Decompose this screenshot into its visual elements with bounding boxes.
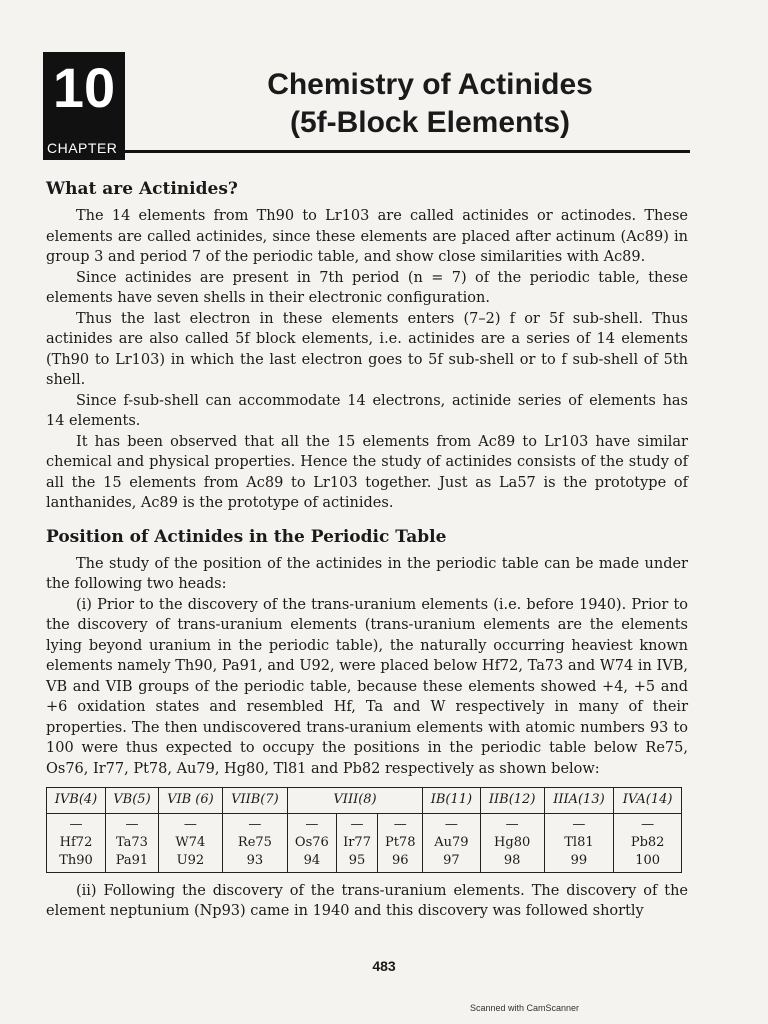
- table-cell: — W74 U92: [158, 813, 222, 872]
- table-cell: — Tl81 99: [544, 813, 614, 872]
- table-header: VB(5): [106, 788, 159, 814]
- table-header: IIB(12): [480, 788, 544, 814]
- chapter-title-line2: (5f-Block Elements): [289, 106, 571, 139]
- table-cell: — Ta73 Pa91: [106, 813, 159, 872]
- scanner-watermark: Scanned with CamScanner: [470, 1003, 580, 1013]
- page-body: [46, 178, 688, 922]
- table-header: IIIA(13): [544, 788, 614, 814]
- table-cell: — Hg80 98: [480, 813, 544, 872]
- table-cell: — Pb82 100: [614, 813, 682, 872]
- title-rule: [125, 150, 690, 153]
- chapter-number: 10: [52, 56, 116, 119]
- section-heading-position: Position of Actinides in the Periodic Table: [46, 526, 447, 547]
- chapter-badge: [43, 52, 125, 160]
- paragraph: Thus the last electron in these elements enters (7–2) f or 5f sub-shell. Thus actinides are also called 5f block elements, i.e. actinides are a series of 14 elements (Th90 to Lr103) in which the last electron goes to 5f sub-shell or to f sub-shell of 5th shell.: [46, 310, 688, 388]
- chapter-label: CHAPTER: [47, 140, 118, 156]
- periodic-table-excerpt: [46, 787, 682, 873]
- table-header: VIB (6): [158, 788, 222, 814]
- table-header: IB(11): [423, 788, 481, 814]
- table-header: IVB(4): [47, 788, 106, 814]
- paragraph: Since f-sub-shell can accommodate 14 electrons, actinide series of elements has 14 elements.: [46, 392, 688, 429]
- paragraph: The 14 elements from Th90 to Lr103 are called actinides or actinodes. These elements are called actinides, since these elements are placed after actinum (Ac89) in group 3 and period 7 of the periodic table, and show close similarities with Ac89.: [46, 208, 688, 265]
- chapter-title-line1: Chemistry of Actinides: [267, 68, 593, 101]
- table-cell: — Re75 93: [222, 813, 287, 872]
- table-cell: — Hf72 Th90: [47, 813, 106, 872]
- paragraph: Since actinides are present in 7th period (n = 7) of the periodic table, these elements have seven shells in their electronic configuration.: [46, 269, 688, 306]
- table-cell: — Os76 94: [288, 813, 337, 872]
- paragraph: (i) Prior to the discovery of the trans-uranium elements (i.e. before 1940). Prior to the discovery of trans-uranium elements (trans-uranium elements are the elements lying beyond uranium in the periodic table), the naturally occurring heaviest known elements namely Th90, Pa91, and U92, were placed below Hf72, Ta73 and W74 in IVB, VB and VIB groups of the periodic table, because these elements showed +4, +5 and +6 oxidation states and resembled Hf, Ta and W respectively in many of their properties. The then undiscovered trans-uranium elements with atomic numbers 93 to 100 were thus expected to occupy the positions in the periodic table below Re75, Os76, Ir77, Pt78, Au79, Hg80, Tl81 and Pb82 respectively as shown below:: [46, 596, 688, 777]
- table-cell: — Ir77 95: [336, 813, 378, 872]
- section-heading-actinides: What are Actinides?: [46, 179, 238, 199]
- table-header: VIII(8): [288, 788, 423, 814]
- table-header: IVA(14): [614, 788, 682, 814]
- page-number: 483: [372, 958, 396, 974]
- table-row: [47, 813, 682, 872]
- paragraph: It has been observed that all the 15 elements from Ac89 to Lr103 have similar chemical and physical properties. Hence the study of actinides consists of the study of all the 15 elements from Ac89 to Lr103 together. Just as La57 is the prototype of lanthanides, Ac89 is the prototype of actinides.: [46, 433, 688, 511]
- table-cell: — Au79 97: [423, 813, 481, 872]
- table-cell: — Pt78 96: [378, 813, 423, 872]
- table-header-row: [47, 788, 682, 814]
- paragraph: The study of the position of the actinides in the periodic table can be made under the following two heads:: [46, 555, 688, 592]
- chapter-title: [150, 66, 710, 142]
- table-header: VIIB(7): [222, 788, 287, 814]
- paragraph: (ii) Following the discovery of the trans-uranium elements. The discovery of the element neptunium (Np93) came in 1940 and this discovery was followed shortly: [46, 882, 688, 919]
